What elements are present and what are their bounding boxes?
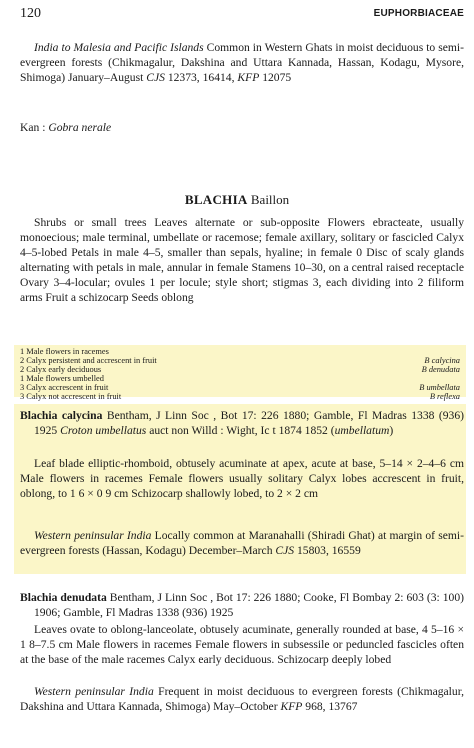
denudata-region: Western peninsular India (34, 685, 154, 698)
calycina-name: Blachia calycina (20, 409, 103, 422)
page-number: 120 (20, 6, 41, 21)
calycina-region: Western peninsular India (34, 529, 152, 542)
distribution-region: India to Malesia and Pacific Islands (34, 41, 204, 54)
key-row: 1 Male flowers in racemes (20, 347, 109, 356)
denudata-description: Leaves ovate to oblong-lanceolate, obtusely acuminate, generally rounded at base, 4 5–16 × 1 8–7.5 cm Male flowers in racemes Female flowers in subsessile or peduncled fascicles often at the base of the male racemes Calyx early deciduous. Schizocarp deeply lobed (20, 623, 464, 666)
calycina-distribution: Western peninsular India Locally common at Maranahalli (Shiradi Ghat) at margin of semi-evergreen forests (Hassan, Kodagu) December–March CJS 15803, 16559 (20, 529, 464, 557)
genus-name: BLACHIA (184, 192, 248, 207)
kannada-prefix: Kan : (20, 121, 49, 134)
kfp-numbers: 12075 (259, 71, 292, 84)
distribution-text: Common in Western Ghats in moist deciduous to semi-evergreen forests (Chikmagalur, Dakshina and Uttara Kannada, Hassan, Kodagu, Mysore, Shimoga) January–August (20, 41, 464, 84)
kannada-vernacular: Gobra nerale (48, 121, 112, 134)
genus-author: Baillon (247, 192, 290, 207)
cjs-label: CJS (146, 71, 165, 84)
denudata-distribution: Western peninsular India Frequent in moist deciduous to evergreen forests (Chikmagalur, Dakshina and Uttara Kannada, Shimoga) May–October KFP 968, 13767 (20, 685, 464, 713)
genus-heading (0, 192, 474, 208)
calycina-citation: Blachia calycina Bentham, J Linn Soc , Bot 17: 226 1880; Gamble, Fl Madras 1338 (936) 1925 Croton umbellatus auct non Willd : Wight, Ic t 1874 1852 (umbellatum) (20, 409, 465, 437)
identification-key (14, 345, 466, 401)
running-header-family: EUPHORBIACEAE (373, 8, 464, 19)
kannada-name (20, 120, 464, 135)
kfp-label: KFP (237, 71, 260, 84)
key-row: 1 Male flowers umbelled (20, 374, 104, 383)
key-row: 2 Calyx persistent and accrescent in fruit B calycina (20, 356, 460, 365)
prev-species-distribution (20, 40, 464, 85)
calycina-synonym: Croton umbellatus (60, 424, 147, 437)
key-row: 2 Calyx early deciduous B denudata (20, 365, 460, 374)
key-row: 3 Calyx not accrescent in fruit B reflexa (20, 392, 460, 401)
genus-description: Shrubs or small trees Leaves alternate or sub-opposite Flowers ebracteate, usually monoecious; male terminal, umbellate or racemose; female axillary, solitary or fascicled Calyx 4–5-lobed Petals in male 4–5, smaller than sepals, hyaline; in female 0 Disc of scaly glands alternating with petals in male, annular in female Stamens 10–30, on a central raised receptacle Ovary 3–4-locular; ovules 1 per locule; style short; stigmas 3, each dividing into 2 filiform arms Fruit a schizocarp Seeds oblong (20, 216, 464, 304)
key-row: 3 Calyx accrescent in fruit B umbellata (20, 383, 460, 392)
calycina-description: Leaf blade elliptic-rhomboid, obtusely acuminate at apex, acute at base, 5–14 × 2–4–6 cm Male flowers in racemes Female flowers usually solitary Calyx lobes accrescent in fruit, oblong, to 1 6 × 0 9 cm Schizocarp shallowly lobed, to 2 × 2 cm (20, 457, 464, 500)
denudata-name: Blachia denudata (20, 591, 107, 604)
cjs-numbers: 12373, 16414, (164, 71, 238, 84)
denudata-citation: Blachia denudata Bentham, J Linn Soc , Bot 17: 226 1880; Cooke, Fl Bombay 2: 603 (3: 100) 1906; Gamble, Fl Madras 1338 (936) 1925 (20, 591, 465, 619)
